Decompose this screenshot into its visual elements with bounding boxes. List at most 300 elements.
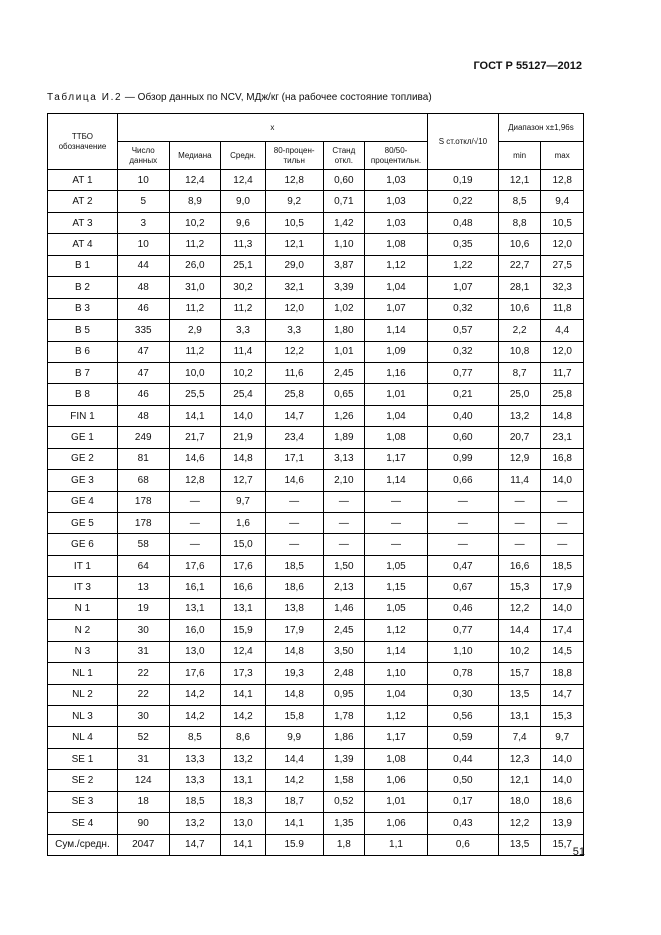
cell-mean: 25,4 bbox=[221, 384, 266, 405]
cell-ratio: 1,03 bbox=[365, 212, 428, 233]
cell-max: 14,7 bbox=[541, 684, 584, 705]
cell-median: — bbox=[169, 513, 221, 534]
cell-p80: 29,0 bbox=[265, 255, 323, 276]
cell-mean: 9,6 bbox=[221, 212, 266, 233]
table-row bbox=[48, 598, 584, 619]
cell-min: 15,3 bbox=[498, 577, 541, 598]
cell-ratio: 1,14 bbox=[365, 641, 428, 662]
cell-count: 81 bbox=[117, 448, 169, 469]
cell-s: 1,22 bbox=[427, 255, 498, 276]
cell-s: 0,59 bbox=[427, 727, 498, 748]
cell-std: 1,39 bbox=[323, 748, 365, 769]
cell-ratio: 1,04 bbox=[365, 405, 428, 426]
cell-std: 2,13 bbox=[323, 577, 365, 598]
cell-s: 0,17 bbox=[427, 791, 498, 812]
cell-mean: 14,1 bbox=[221, 834, 266, 855]
cell-min: 2,2 bbox=[498, 320, 541, 341]
cell-ttbo: AT 1 bbox=[48, 170, 118, 191]
cell-s: 0,67 bbox=[427, 577, 498, 598]
table-row bbox=[48, 727, 584, 748]
cell-count: 46 bbox=[117, 298, 169, 319]
cell-std: 1,58 bbox=[323, 770, 365, 791]
cell-count: 90 bbox=[117, 813, 169, 834]
cell-s: 0,43 bbox=[427, 813, 498, 834]
cell-std: 0,65 bbox=[323, 384, 365, 405]
cell-p80: 14,1 bbox=[265, 813, 323, 834]
ncv-data-table bbox=[47, 113, 584, 856]
cell-min: — bbox=[498, 534, 541, 555]
cell-ttbo: Сум./средн. bbox=[48, 834, 118, 855]
cell-ttbo: SE 2 bbox=[48, 770, 118, 791]
cell-std: 1,86 bbox=[323, 727, 365, 748]
cell-min: 15,7 bbox=[498, 663, 541, 684]
cell-max: 17,4 bbox=[541, 620, 584, 641]
cell-ttbo: AT 4 bbox=[48, 234, 118, 255]
cell-mean: 9,7 bbox=[221, 491, 266, 512]
cell-min: 13,5 bbox=[498, 834, 541, 855]
cell-count: 30 bbox=[117, 620, 169, 641]
table-row bbox=[48, 255, 584, 276]
cell-p80: 3,3 bbox=[265, 320, 323, 341]
cell-std: 1,50 bbox=[323, 555, 365, 576]
cell-ratio: 1,12 bbox=[365, 255, 428, 276]
cell-ttbo: AT 3 bbox=[48, 212, 118, 233]
cell-min: 12,1 bbox=[498, 770, 541, 791]
cell-median: 10,2 bbox=[169, 212, 221, 233]
cell-median: 14,1 bbox=[169, 405, 221, 426]
header-max: max bbox=[541, 142, 584, 170]
cell-ratio: 1,08 bbox=[365, 234, 428, 255]
cell-mean: 15,9 bbox=[221, 620, 266, 641]
cell-max: 11,7 bbox=[541, 362, 584, 383]
cell-ratio: 1,12 bbox=[365, 705, 428, 726]
table-row bbox=[48, 170, 584, 191]
cell-ttbo: GE 5 bbox=[48, 513, 118, 534]
cell-std: 1,01 bbox=[323, 341, 365, 362]
cell-mean: 13,0 bbox=[221, 813, 266, 834]
cell-median: 17,6 bbox=[169, 555, 221, 576]
cell-ttbo: B 1 bbox=[48, 255, 118, 276]
cell-std: 1,8 bbox=[323, 834, 365, 855]
cell-std: — bbox=[323, 513, 365, 534]
cell-s: 0,60 bbox=[427, 427, 498, 448]
cell-min: 10,2 bbox=[498, 641, 541, 662]
cell-mean: 3,3 bbox=[221, 320, 266, 341]
cell-s: 0,48 bbox=[427, 212, 498, 233]
cell-p80: 14,8 bbox=[265, 641, 323, 662]
table-row bbox=[48, 491, 584, 512]
cell-std: 2,45 bbox=[323, 620, 365, 641]
cell-p80: 14,7 bbox=[265, 405, 323, 426]
cell-max: 13,9 bbox=[541, 813, 584, 834]
cell-max: 11,8 bbox=[541, 298, 584, 319]
cell-median: 31,0 bbox=[169, 277, 221, 298]
cell-std: — bbox=[323, 491, 365, 512]
cell-std: 3,50 bbox=[323, 641, 365, 662]
cell-s: 0,21 bbox=[427, 384, 498, 405]
cell-min: 14,4 bbox=[498, 620, 541, 641]
cell-min: 28,1 bbox=[498, 277, 541, 298]
cell-max: 17,9 bbox=[541, 577, 584, 598]
cell-s: 0,30 bbox=[427, 684, 498, 705]
cell-s: 0,66 bbox=[427, 470, 498, 491]
cell-median: 10,0 bbox=[169, 362, 221, 383]
table-row bbox=[48, 684, 584, 705]
cell-s: 0,78 bbox=[427, 663, 498, 684]
cell-p80: — bbox=[265, 534, 323, 555]
cell-median: 14,2 bbox=[169, 684, 221, 705]
cell-min: 12,9 bbox=[498, 448, 541, 469]
cell-mean: 17,6 bbox=[221, 555, 266, 576]
cell-count: 52 bbox=[117, 727, 169, 748]
cell-std: 1,42 bbox=[323, 212, 365, 233]
cell-std: 0,60 bbox=[323, 170, 365, 191]
cell-ratio: 1,1 bbox=[365, 834, 428, 855]
cell-max: 15,3 bbox=[541, 705, 584, 726]
cell-ttbo: SE 1 bbox=[48, 748, 118, 769]
cell-mean: 17,3 bbox=[221, 663, 266, 684]
cell-max: 25,8 bbox=[541, 384, 584, 405]
cell-min: 10,6 bbox=[498, 298, 541, 319]
cell-p80: 25,8 bbox=[265, 384, 323, 405]
cell-s: 0,57 bbox=[427, 320, 498, 341]
cell-ratio: 1,03 bbox=[365, 170, 428, 191]
cell-median: 12,4 bbox=[169, 170, 221, 191]
cell-ratio: 1,14 bbox=[365, 470, 428, 491]
cell-s: — bbox=[427, 491, 498, 512]
cell-ratio: 1,01 bbox=[365, 384, 428, 405]
cell-count: 178 bbox=[117, 513, 169, 534]
cell-min: 16,6 bbox=[498, 555, 541, 576]
cell-p80: 17,1 bbox=[265, 448, 323, 469]
cell-s: 0,50 bbox=[427, 770, 498, 791]
cell-s: 0,46 bbox=[427, 598, 498, 619]
header-min: min bbox=[498, 142, 541, 170]
cell-max: 12,8 bbox=[541, 170, 584, 191]
cell-count: 10 bbox=[117, 234, 169, 255]
cell-median: 13,3 bbox=[169, 748, 221, 769]
cell-median: 8,5 bbox=[169, 727, 221, 748]
table-row bbox=[48, 577, 584, 598]
cell-count: 22 bbox=[117, 663, 169, 684]
cell-median: 16,1 bbox=[169, 577, 221, 598]
cell-min: 8,5 bbox=[498, 191, 541, 212]
table-row bbox=[48, 534, 584, 555]
cell-min: 22,7 bbox=[498, 255, 541, 276]
cell-max: 14,0 bbox=[541, 770, 584, 791]
table-row bbox=[48, 470, 584, 491]
cell-ttbo: NL 2 bbox=[48, 684, 118, 705]
cell-p80: 12,0 bbox=[265, 298, 323, 319]
cell-p80: 18,5 bbox=[265, 555, 323, 576]
cell-median: 17,6 bbox=[169, 663, 221, 684]
table-row bbox=[48, 448, 584, 469]
cell-median: 14,2 bbox=[169, 705, 221, 726]
cell-max: 9,4 bbox=[541, 191, 584, 212]
cell-max: 23,1 bbox=[541, 427, 584, 448]
cell-ratio: 1,14 bbox=[365, 320, 428, 341]
cell-mean: 13,1 bbox=[221, 598, 266, 619]
cell-max: 10,5 bbox=[541, 212, 584, 233]
table-caption-text: — Обзор данных по NCV, МДж/кг (на рабочее состояние топлива) bbox=[122, 92, 432, 103]
cell-max: — bbox=[541, 513, 584, 534]
cell-mean: 12,4 bbox=[221, 170, 266, 191]
table-row bbox=[48, 620, 584, 641]
cell-ttbo: SE 4 bbox=[48, 813, 118, 834]
standard-number: ГОСТ Р 55127—2012 bbox=[473, 60, 582, 72]
cell-ttbo: GE 1 bbox=[48, 427, 118, 448]
cell-mean: 11,4 bbox=[221, 341, 266, 362]
cell-ratio: 1,12 bbox=[365, 620, 428, 641]
cell-ttbo: N 3 bbox=[48, 641, 118, 662]
cell-max: 14,0 bbox=[541, 470, 584, 491]
cell-max: 32,3 bbox=[541, 277, 584, 298]
cell-ratio: 1,16 bbox=[365, 362, 428, 383]
cell-min: 11,4 bbox=[498, 470, 541, 491]
table-row bbox=[48, 405, 584, 426]
table-row bbox=[48, 234, 584, 255]
cell-s: 0,32 bbox=[427, 298, 498, 319]
cell-mean: 14,1 bbox=[221, 684, 266, 705]
cell-max: 12,0 bbox=[541, 341, 584, 362]
cell-ttbo: B 5 bbox=[48, 320, 118, 341]
cell-p80: 17,9 bbox=[265, 620, 323, 641]
cell-max: — bbox=[541, 534, 584, 555]
cell-min: 10,8 bbox=[498, 341, 541, 362]
cell-s: 0,56 bbox=[427, 705, 498, 726]
cell-ratio: 1,07 bbox=[365, 298, 428, 319]
header-median: Медиана bbox=[169, 142, 221, 170]
cell-mean: 21,9 bbox=[221, 427, 266, 448]
cell-count: 64 bbox=[117, 555, 169, 576]
cell-count: 30 bbox=[117, 705, 169, 726]
cell-ttbo: B 8 bbox=[48, 384, 118, 405]
cell-ratio: 1,15 bbox=[365, 577, 428, 598]
cell-count: 124 bbox=[117, 770, 169, 791]
table-row bbox=[48, 298, 584, 319]
cell-ttbo: B 3 bbox=[48, 298, 118, 319]
cell-max: 14,0 bbox=[541, 748, 584, 769]
cell-count: 44 bbox=[117, 255, 169, 276]
cell-p80: 19,3 bbox=[265, 663, 323, 684]
table-caption-label: Таблица И.2 bbox=[47, 92, 123, 103]
cell-max: — bbox=[541, 491, 584, 512]
cell-s: 1,10 bbox=[427, 641, 498, 662]
cell-count: 31 bbox=[117, 641, 169, 662]
cell-max: 12,0 bbox=[541, 234, 584, 255]
cell-mean: 18,3 bbox=[221, 791, 266, 812]
cell-min: 13,5 bbox=[498, 684, 541, 705]
cell-ttbo: FIN 1 bbox=[48, 405, 118, 426]
cell-mean: 14,2 bbox=[221, 705, 266, 726]
cell-ttbo: GE 6 bbox=[48, 534, 118, 555]
cell-min: — bbox=[498, 513, 541, 534]
cell-p80: 14,8 bbox=[265, 684, 323, 705]
cell-mean: 9,0 bbox=[221, 191, 266, 212]
cell-median: 14,6 bbox=[169, 448, 221, 469]
cell-p80: 10,5 bbox=[265, 212, 323, 233]
cell-min: 12,1 bbox=[498, 170, 541, 191]
cell-ttbo: B 2 bbox=[48, 277, 118, 298]
cell-p80: 12,2 bbox=[265, 341, 323, 362]
cell-min: — bbox=[498, 491, 541, 512]
cell-ttbo: NL 1 bbox=[48, 663, 118, 684]
cell-count: 58 bbox=[117, 534, 169, 555]
cell-mean: 15,0 bbox=[221, 534, 266, 555]
cell-count: 22 bbox=[117, 684, 169, 705]
cell-std: 0,71 bbox=[323, 191, 365, 212]
cell-min: 10,6 bbox=[498, 234, 541, 255]
cell-mean: 10,2 bbox=[221, 362, 266, 383]
table-caption bbox=[47, 92, 432, 103]
cell-ttbo: N 2 bbox=[48, 620, 118, 641]
cell-p80: 14,4 bbox=[265, 748, 323, 769]
table-row bbox=[48, 663, 584, 684]
cell-min: 8,7 bbox=[498, 362, 541, 383]
cell-ratio: 1,10 bbox=[365, 663, 428, 684]
header-ratio: 80/50-процентильн. bbox=[365, 142, 428, 170]
cell-std: 1,78 bbox=[323, 705, 365, 726]
cell-max: 9,7 bbox=[541, 727, 584, 748]
cell-mean: 16,6 bbox=[221, 577, 266, 598]
cell-ratio: 1,09 bbox=[365, 341, 428, 362]
cell-ratio: 1,17 bbox=[365, 727, 428, 748]
cell-p80: 18,7 bbox=[265, 791, 323, 812]
cell-median: 11,2 bbox=[169, 234, 221, 255]
cell-ttbo: GE 3 bbox=[48, 470, 118, 491]
table-row bbox=[48, 791, 584, 812]
cell-max: 4,4 bbox=[541, 320, 584, 341]
cell-ratio: 1,08 bbox=[365, 427, 428, 448]
cell-p80: 9,9 bbox=[265, 727, 323, 748]
cell-s: 0,32 bbox=[427, 341, 498, 362]
cell-mean: 25,1 bbox=[221, 255, 266, 276]
header-x: x bbox=[117, 114, 427, 142]
cell-p80: 32,1 bbox=[265, 277, 323, 298]
cell-min: 18,0 bbox=[498, 791, 541, 812]
cell-min: 8,8 bbox=[498, 212, 541, 233]
cell-s: 0,44 bbox=[427, 748, 498, 769]
cell-ttbo: B 6 bbox=[48, 341, 118, 362]
cell-p80: 15,8 bbox=[265, 705, 323, 726]
cell-ratio: 1,03 bbox=[365, 191, 428, 212]
header-ttbo: ТТБО обозначение bbox=[48, 114, 118, 170]
cell-ttbo: NL 3 bbox=[48, 705, 118, 726]
cell-p80: 12,1 bbox=[265, 234, 323, 255]
cell-p80: 14,6 bbox=[265, 470, 323, 491]
cell-median: 14,7 bbox=[169, 834, 221, 855]
cell-p80: 12,8 bbox=[265, 170, 323, 191]
cell-count: 47 bbox=[117, 362, 169, 383]
cell-ttbo: SE 3 bbox=[48, 791, 118, 812]
cell-s: — bbox=[427, 513, 498, 534]
cell-max: 18,8 bbox=[541, 663, 584, 684]
cell-ttbo: B 7 bbox=[48, 362, 118, 383]
cell-count: 2047 bbox=[117, 834, 169, 855]
cell-std: 1,02 bbox=[323, 298, 365, 319]
cell-std: 0,52 bbox=[323, 791, 365, 812]
cell-mean: 8,6 bbox=[221, 727, 266, 748]
cell-min: 7,4 bbox=[498, 727, 541, 748]
cell-s: 1,07 bbox=[427, 277, 498, 298]
cell-std: 1,46 bbox=[323, 598, 365, 619]
cell-median: — bbox=[169, 491, 221, 512]
cell-p80: 23,4 bbox=[265, 427, 323, 448]
cell-count: 3 bbox=[117, 212, 169, 233]
cell-p80: 15.9 bbox=[265, 834, 323, 855]
cell-median: 18,5 bbox=[169, 791, 221, 812]
cell-count: 335 bbox=[117, 320, 169, 341]
cell-min: 12,3 bbox=[498, 748, 541, 769]
cell-ratio: — bbox=[365, 491, 428, 512]
cell-median: 13,3 bbox=[169, 770, 221, 791]
cell-std: 1,10 bbox=[323, 234, 365, 255]
cell-s: 0,6 bbox=[427, 834, 498, 855]
cell-count: 5 bbox=[117, 191, 169, 212]
header-count: Число данных bbox=[117, 142, 169, 170]
cell-ttbo: NL 4 bbox=[48, 727, 118, 748]
cell-median: 26,0 bbox=[169, 255, 221, 276]
cell-mean: 11,2 bbox=[221, 298, 266, 319]
cell-count: 13 bbox=[117, 577, 169, 598]
cell-count: 48 bbox=[117, 277, 169, 298]
table-row bbox=[48, 320, 584, 341]
cell-count: 47 bbox=[117, 341, 169, 362]
table-row bbox=[48, 191, 584, 212]
table-body bbox=[48, 170, 584, 856]
header-mean: Средн. bbox=[221, 142, 266, 170]
cell-mean: 13,1 bbox=[221, 770, 266, 791]
cell-count: 10 bbox=[117, 170, 169, 191]
cell-p80: — bbox=[265, 513, 323, 534]
table-row bbox=[48, 555, 584, 576]
cell-std: 1,80 bbox=[323, 320, 365, 341]
cell-max: 18,6 bbox=[541, 791, 584, 812]
cell-ttbo: N 1 bbox=[48, 598, 118, 619]
cell-ratio: 1,04 bbox=[365, 684, 428, 705]
cell-ttbo: GE 2 bbox=[48, 448, 118, 469]
table-row bbox=[48, 834, 584, 855]
cell-ratio: — bbox=[365, 534, 428, 555]
cell-ratio: 1,04 bbox=[365, 277, 428, 298]
cell-median: 8,9 bbox=[169, 191, 221, 212]
cell-max: 18,5 bbox=[541, 555, 584, 576]
table-row bbox=[48, 748, 584, 769]
cell-min: 13,1 bbox=[498, 705, 541, 726]
cell-count: 31 bbox=[117, 748, 169, 769]
cell-count: 68 bbox=[117, 470, 169, 491]
cell-median: 13,2 bbox=[169, 813, 221, 834]
table-row bbox=[48, 341, 584, 362]
cell-max: 14,5 bbox=[541, 641, 584, 662]
table-row bbox=[48, 705, 584, 726]
cell-p80: 18,6 bbox=[265, 577, 323, 598]
cell-ratio: 1,06 bbox=[365, 813, 428, 834]
cell-ratio: 1,08 bbox=[365, 748, 428, 769]
cell-ttbo: IT 1 bbox=[48, 555, 118, 576]
table-row bbox=[48, 212, 584, 233]
cell-mean: 12,7 bbox=[221, 470, 266, 491]
cell-median: 21,7 bbox=[169, 427, 221, 448]
cell-std: 1,26 bbox=[323, 405, 365, 426]
cell-median: — bbox=[169, 534, 221, 555]
cell-p80: 9,2 bbox=[265, 191, 323, 212]
cell-s: 0,40 bbox=[427, 405, 498, 426]
cell-count: 19 bbox=[117, 598, 169, 619]
cell-median: 2,9 bbox=[169, 320, 221, 341]
cell-median: 11,2 bbox=[169, 341, 221, 362]
cell-p80: 14,2 bbox=[265, 770, 323, 791]
